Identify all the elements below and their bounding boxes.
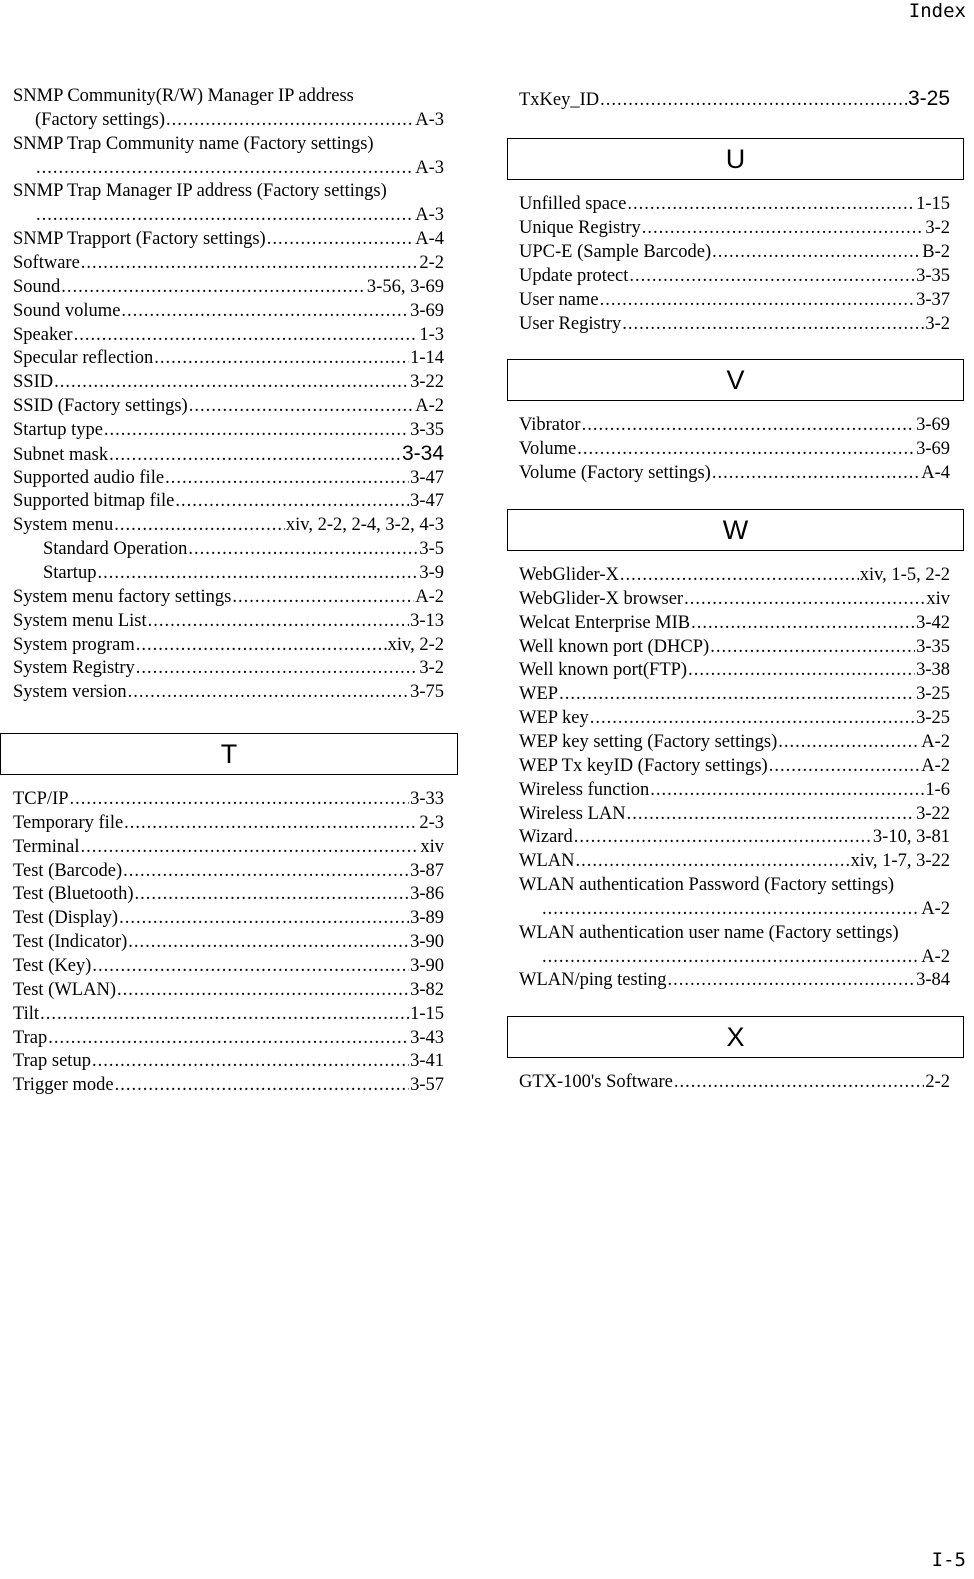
index-page-ref: A-2 <box>415 396 444 417</box>
index-entry <box>519 437 950 461</box>
index-entry <box>13 489 444 513</box>
index-entry <box>13 179 444 203</box>
index-term: Unique Registry <box>519 217 641 238</box>
dot-leader <box>188 537 418 561</box>
dot-leader <box>688 658 915 682</box>
index-page-ref: 3-35 <box>916 265 950 286</box>
index-page-ref: 3-56, 3-69 <box>366 276 444 297</box>
index-entry <box>13 906 444 930</box>
index-entry <box>13 84 444 108</box>
index-entry <box>13 156 444 180</box>
dot-leader <box>166 108 414 132</box>
index-page-ref: xiv <box>926 588 950 609</box>
index-term: Tilt <box>13 1003 40 1024</box>
dot-leader <box>574 825 872 849</box>
index-entry <box>13 513 444 537</box>
index-page-ref: 3-90 <box>410 932 444 953</box>
index-term: Test (Display) <box>13 908 119 929</box>
index-page-ref: 3-33 <box>410 789 444 809</box>
index-page-ref: 3-90 <box>410 955 444 976</box>
index-term: Specular reflection <box>13 348 154 369</box>
dot-leader <box>710 635 915 659</box>
dot-leader <box>134 882 409 906</box>
index-term: GTX-100's Software <box>519 1072 673 1092</box>
dot-leader <box>600 288 915 312</box>
index-entry <box>13 370 444 394</box>
dot-leader <box>123 859 409 883</box>
index-page-ref: 3-47 <box>410 491 444 512</box>
dot-leader <box>97 561 418 585</box>
index-page-ref: 3-38 <box>916 660 950 681</box>
dot-leader <box>600 88 907 112</box>
index-page-ref: 3-13 <box>410 610 444 631</box>
index-term: System menu <box>13 515 114 536</box>
index-term: System menu List <box>13 610 147 631</box>
index-page-ref: 3-75 <box>410 682 444 703</box>
index-entry <box>519 825 950 849</box>
index-term: Standard Operation <box>43 539 188 560</box>
index-entry <box>13 394 444 418</box>
index-page-ref: 3-86 <box>410 884 444 905</box>
index-page-ref: 1-14 <box>410 348 444 369</box>
index-term: Update protect <box>519 265 629 286</box>
index-entry <box>519 635 950 659</box>
index-entry <box>519 1070 950 1094</box>
section-heading-v: V <box>507 359 964 401</box>
index-entry <box>519 240 950 264</box>
index-page-ref: 1-3 <box>419 324 444 345</box>
index-term: Startup type <box>13 419 103 440</box>
index-term: SNMP Trap Community name (Factory settings) <box>13 133 374 154</box>
dot-leader <box>115 1073 410 1097</box>
index-entry <box>13 954 444 978</box>
dot-leader <box>650 778 924 802</box>
index-page-ref: 2-3 <box>419 812 444 833</box>
index-entry <box>13 442 444 466</box>
index-term: SNMP Community(R/W) Manager IP address <box>13 86 354 106</box>
index-page-ref: 3-87 <box>410 860 444 881</box>
index-entry <box>13 132 444 156</box>
index-entry <box>519 192 950 216</box>
dot-leader <box>778 730 920 754</box>
index-entry <box>13 633 444 657</box>
index-page-ref: 3-9 <box>419 563 444 583</box>
dot-leader <box>622 312 924 336</box>
dot-leader <box>575 849 849 873</box>
index-term: SSID <box>13 372 54 393</box>
index-page-ref: A-2 <box>921 946 950 967</box>
index-page-ref: A-3 <box>415 157 444 178</box>
index-term: TCP/IP <box>13 789 69 809</box>
index-term: Volume <box>519 438 577 459</box>
index-entry <box>519 802 950 826</box>
index-entry <box>13 835 444 859</box>
index-entry <box>519 563 950 587</box>
index-page-ref: B-2 <box>922 241 950 262</box>
dot-leader <box>117 978 409 1002</box>
index-page-ref: A-3 <box>415 109 444 130</box>
dot-leader <box>577 437 915 461</box>
index-term: Trap <box>13 1027 48 1048</box>
dot-leader <box>124 811 418 835</box>
dot-leader <box>691 611 915 635</box>
index-term: WEP key <box>519 708 589 729</box>
index-page-ref: 1-15 <box>410 1003 444 1024</box>
index-entry <box>519 461 950 485</box>
index-page-ref: 3-42 <box>916 612 950 633</box>
index-page-ref: 3-22 <box>410 372 444 393</box>
dot-leader <box>36 156 414 180</box>
section-heading-u: U <box>507 138 964 180</box>
index-page-ref: 3-47 <box>410 467 444 488</box>
index-page-ref: A-2 <box>921 755 950 776</box>
index-entry <box>13 811 444 835</box>
page-number: I-5 <box>931 1549 966 1571</box>
index-term: System Registry <box>13 658 135 679</box>
index-entry <box>13 299 444 323</box>
index-entry <box>13 930 444 954</box>
dot-leader <box>232 585 414 609</box>
index-page-ref: A-2 <box>921 731 950 752</box>
index-term: Sound <box>13 276 61 297</box>
dot-leader <box>128 930 409 954</box>
index-entry <box>13 108 444 132</box>
index-entry <box>519 264 950 288</box>
index-page-ref: 3-25 <box>916 708 950 729</box>
index-page-ref: 3-34 <box>401 441 444 465</box>
dot-leader <box>712 461 920 485</box>
index-entry <box>519 873 950 897</box>
dot-leader <box>175 489 409 513</box>
dot-leader <box>54 370 409 394</box>
dot-leader <box>590 706 915 730</box>
index-entry <box>519 216 950 240</box>
section-heading-w: W <box>507 509 964 551</box>
index-entry <box>13 609 444 633</box>
index-entry <box>13 346 444 370</box>
dot-leader <box>148 609 409 633</box>
dot-leader <box>559 682 915 706</box>
index-page-ref: 2-2 <box>419 252 444 273</box>
dot-leader <box>104 418 409 442</box>
index-term: Well known port (DHCP) <box>519 636 710 657</box>
index-page-ref: xiv, 1-7, 3-22 <box>850 851 950 872</box>
index-page-ref: 3-69 <box>410 300 444 321</box>
dot-leader <box>627 802 915 826</box>
index-page-ref: 3-35 <box>410 419 444 440</box>
index-page-ref: 3-25 <box>907 87 950 110</box>
index-term: WLAN authentication Password (Factory settings) <box>519 875 895 896</box>
index-page-ref: 3-84 <box>916 970 950 991</box>
index-term: WLAN <box>519 851 575 872</box>
index-term: WEP key setting (Factory settings) <box>519 731 778 752</box>
index-entry <box>13 978 444 1002</box>
index-term: Supported bitmap file <box>13 491 175 512</box>
dot-leader <box>136 633 387 657</box>
dot-leader <box>92 954 409 978</box>
index-entry <box>519 706 950 730</box>
index-term: WEP <box>519 684 559 705</box>
index-entry <box>13 1049 444 1073</box>
index-entry <box>519 968 950 992</box>
dot-leader <box>48 1026 409 1050</box>
index-term: SSID (Factory settings) <box>13 396 188 417</box>
index-page-ref: 3-57 <box>410 1075 444 1096</box>
index-page-ref: 3-37 <box>916 289 950 310</box>
index-page-ref: xiv, 2-2, 2-4, 3-2, 4-3 <box>285 515 444 536</box>
index-entry <box>13 275 444 299</box>
index-entry <box>519 682 950 706</box>
index-entry <box>519 849 950 873</box>
dot-leader <box>136 656 419 680</box>
dot-leader <box>627 192 915 216</box>
index-entry <box>13 323 444 347</box>
index-entry <box>13 227 444 251</box>
index-term: Test (WLAN) <box>13 979 116 1000</box>
index-term: Unfilled space <box>519 194 627 214</box>
index-entry <box>13 251 444 275</box>
dot-leader <box>684 587 925 611</box>
index-entry <box>13 561 444 585</box>
index-page-ref: A-4 <box>921 462 950 483</box>
dot-leader <box>267 227 415 251</box>
dot-leader <box>92 1049 409 1073</box>
index-entry <box>519 897 950 921</box>
index-entry <box>519 611 950 635</box>
index-entry <box>13 585 444 609</box>
index-page-ref: A-2 <box>415 586 444 607</box>
index-page-ref: 3-2 <box>419 658 444 679</box>
index-term: Vibrator <box>519 415 581 435</box>
dot-leader <box>36 203 414 227</box>
dot-leader <box>620 563 859 587</box>
dot-leader <box>542 945 920 969</box>
dot-leader <box>81 251 419 275</box>
index-term: Startup <box>43 563 97 583</box>
index-term: System program <box>13 634 135 655</box>
index-term: Wizard <box>519 827 573 848</box>
index-term: Test (Bluetooth) <box>13 884 134 905</box>
index-page-ref: A-4 <box>415 229 444 250</box>
section-heading-t: T <box>0 733 458 775</box>
index-term: Trap setup <box>13 1051 91 1072</box>
index-page-ref: 3-35 <box>916 636 950 657</box>
dot-leader <box>712 240 921 264</box>
dot-leader <box>74 323 419 347</box>
index-entry <box>13 680 444 704</box>
index-term: Supported audio file <box>13 467 165 488</box>
index-term: Speaker <box>13 324 73 345</box>
dot-leader <box>40 1002 409 1026</box>
index-term: User name <box>519 289 599 310</box>
index-term: (Factory settings) <box>35 109 165 130</box>
index-term: Test (Indicator) <box>13 932 128 953</box>
index-term: SNMP Trap Manager IP address (Factory settings) <box>13 181 387 202</box>
index-term: Wireless LAN <box>519 803 626 824</box>
index-entry <box>13 859 444 883</box>
index-entry <box>13 1073 444 1097</box>
running-header-title: Index <box>908 0 966 22</box>
index-entry <box>13 882 444 906</box>
index-term: WLAN authentication user name (Factory settings) <box>519 922 899 943</box>
index-page-ref: 1-15 <box>916 194 950 214</box>
index-page-ref: 3-69 <box>916 438 950 459</box>
index-page-ref: xiv, 2-2 <box>387 634 444 655</box>
index-term: Software <box>13 252 80 273</box>
index-term: Well known port(FTP) <box>519 660 688 681</box>
index-page-ref: 3-69 <box>916 415 950 435</box>
dot-leader <box>109 443 401 467</box>
index-term: User Registry <box>519 313 622 334</box>
index-entry <box>13 203 444 227</box>
dot-leader <box>582 413 916 437</box>
index-entry <box>13 466 444 490</box>
index-entry <box>13 537 444 561</box>
index-entry <box>519 658 950 682</box>
dot-leader <box>70 787 410 811</box>
index-page-ref: 3-25 <box>916 684 950 705</box>
index-term: TxKey_ID <box>519 90 600 110</box>
index-page-ref: 3-41 <box>410 1051 444 1072</box>
index-page-ref: 3-89 <box>410 908 444 929</box>
index-term: Subnet mask <box>13 444 109 465</box>
dot-leader <box>114 513 285 537</box>
index-term: Wireless function <box>519 779 650 800</box>
dot-leader <box>121 299 409 323</box>
index-term: System version <box>13 682 127 703</box>
index-term: WebGlider-X <box>519 565 619 585</box>
index-entry <box>13 656 444 680</box>
index-entry <box>519 778 950 802</box>
index-term: Trigger mode <box>13 1075 114 1096</box>
index-page-ref: 1-6 <box>925 779 950 800</box>
index-page-ref: 3-5 <box>419 539 444 560</box>
index-entry <box>519 312 950 336</box>
dot-leader <box>629 264 915 288</box>
dot-leader <box>667 968 915 992</box>
dot-leader <box>674 1070 924 1094</box>
index-page-ref: 3-10, 3-81 <box>872 827 950 848</box>
index-entry <box>13 418 444 442</box>
index-entry <box>519 754 950 778</box>
section-heading-x: X <box>507 1016 964 1058</box>
index-page-ref: 3-43 <box>410 1027 444 1048</box>
index-term: UPC-E (Sample Barcode) <box>519 241 712 262</box>
dot-leader <box>189 394 415 418</box>
index-page-ref: 3-2 <box>925 217 950 238</box>
index-page-ref: 3-82 <box>410 979 444 1000</box>
index-entry <box>519 413 950 437</box>
dot-leader <box>642 216 925 240</box>
dot-leader <box>769 754 921 778</box>
index-page-ref: 3-2 <box>925 313 950 334</box>
index-term: SNMP Trapport (Factory settings) <box>13 229 266 250</box>
index-entry <box>519 921 950 945</box>
index-entry <box>519 587 950 611</box>
index-entry <box>13 787 444 811</box>
index-term: Temporary file <box>13 812 124 833</box>
index-term: System menu factory settings <box>13 586 232 607</box>
index-entry <box>519 288 950 312</box>
index-entry <box>519 730 950 754</box>
index-term: WebGlider-X browser <box>519 588 684 609</box>
dot-leader <box>61 275 366 299</box>
index-term: Test (Key) <box>13 955 92 976</box>
dot-leader <box>165 466 409 490</box>
index-page-ref: 3-22 <box>916 803 950 824</box>
index-page-ref: 2-2 <box>925 1072 950 1092</box>
index-term: Volume (Factory settings) <box>519 462 711 483</box>
dot-leader <box>128 680 410 704</box>
index-entry <box>13 1026 444 1050</box>
index-term: Test (Barcode) <box>13 860 123 881</box>
index-term: Terminal <box>13 836 80 857</box>
index-page-ref: A-3 <box>415 205 444 226</box>
index-page-ref: xiv <box>420 836 444 857</box>
dot-leader <box>119 906 409 930</box>
index-term: WLAN/ping testing <box>519 970 667 991</box>
dot-leader <box>81 835 420 859</box>
index-page-ref: A-2 <box>921 898 950 919</box>
dot-leader <box>154 346 409 370</box>
index-entry <box>519 87 950 111</box>
index-term: Sound volume <box>13 300 121 321</box>
dot-leader <box>542 897 920 921</box>
index-term: Welcat Enterprise MIB <box>519 612 691 633</box>
index-term: WEP Tx keyID (Factory settings) <box>519 755 768 776</box>
index-entry <box>13 1002 444 1026</box>
index-page-ref: xiv, 1-5, 2-2 <box>859 565 950 585</box>
index-entry <box>519 945 950 969</box>
